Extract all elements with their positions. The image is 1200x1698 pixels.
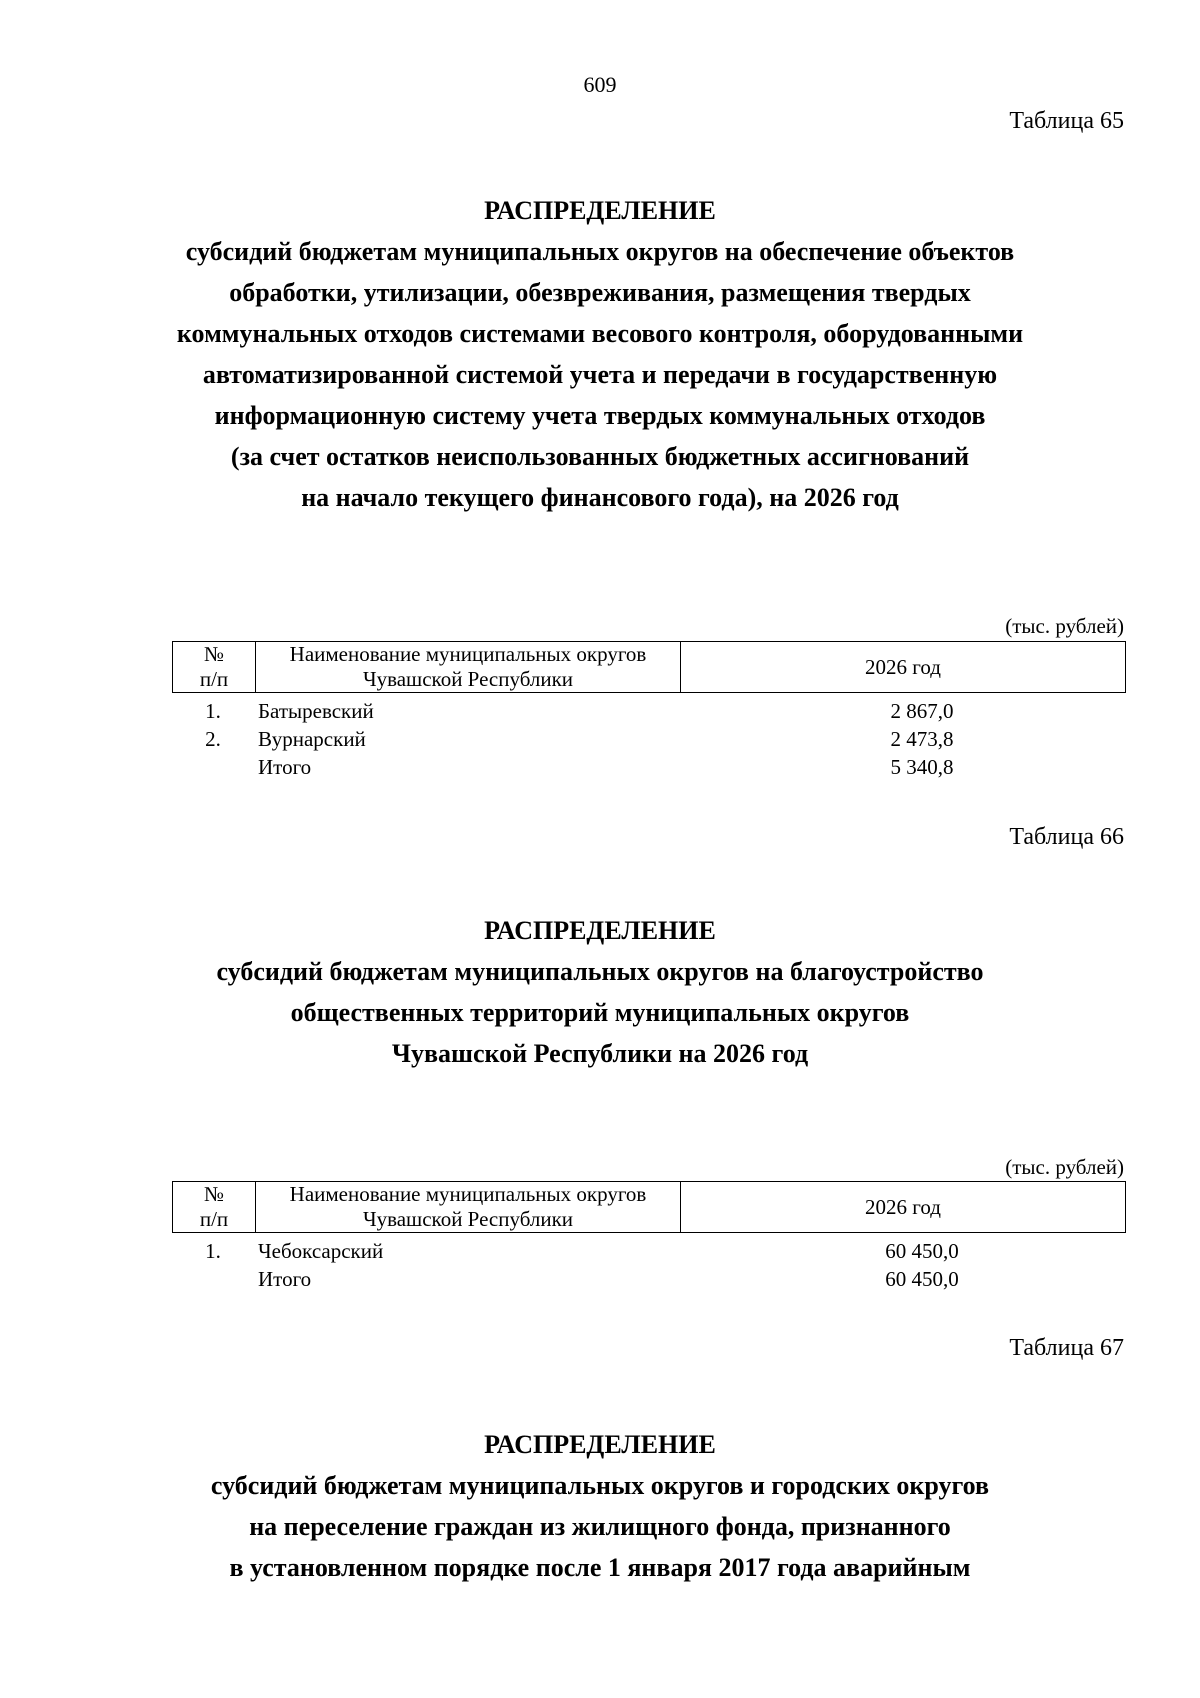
row-num: 1. <box>205 1239 221 1263</box>
header-name-line1: Наименование муниципальных округов <box>289 1182 647 1206</box>
heading-line: общественных территорий муниципальных округов <box>290 998 910 1027</box>
row-value: 5 340,8 <box>890 755 954 779</box>
heading-line: обработки, утилизации, обезвреживания, размещения твердых <box>229 278 971 307</box>
row-num: 1. <box>205 699 221 723</box>
heading-line: на начало текущего финансового года), на 2026 год <box>301 483 899 512</box>
heading-line: в установленном порядке после 1 января 2017 года аварийным <box>229 1553 971 1582</box>
table-row <box>172 697 1126 725</box>
heading-line: субсидий бюджетам муниципальных округов на благоустройство <box>216 957 984 986</box>
header-year: 2026 год <box>681 1182 1126 1233</box>
heading-line: субсидий бюджетам муниципальных округов на обеспечение объектов <box>185 237 1015 266</box>
row-name: Итого <box>258 1267 312 1291</box>
row-num: 2. <box>205 727 221 751</box>
row-name: Вурнарский <box>258 727 366 751</box>
table-65-label: Таблица 65 <box>1009 108 1124 134</box>
table-66-heading <box>120 910 1080 1074</box>
table-67-label: Таблица 67 <box>1009 1335 1124 1361</box>
heading-line: РАСПРЕДЕЛЕНИЕ <box>484 196 716 225</box>
header-num <box>173 1182 256 1233</box>
heading-line: РАСПРЕДЕЛЕНИЕ <box>484 1430 716 1459</box>
header-num <box>173 642 256 693</box>
table-65-header <box>172 641 1126 693</box>
heading-line: коммунальных отходов системами весового контроля, оборудованными <box>176 319 1024 348</box>
header-num-line2: п/п <box>199 1207 229 1231</box>
heading-line: на переселение граждан из жилищного фонда, признанного <box>249 1512 951 1541</box>
table-row <box>172 725 1126 753</box>
table-66-label: Таблица 66 <box>1009 824 1124 850</box>
header-name-line2: Чувашской Республики <box>362 667 574 691</box>
header-name-line2: Чувашской Республики <box>362 1207 574 1231</box>
heading-line: Чувашской Республики на 2026 год <box>391 1039 809 1068</box>
header-num-line1: № <box>203 642 225 666</box>
table-row-total <box>172 1265 1126 1293</box>
heading-line: информационную систему учета твердых коммунальных отходов <box>214 401 986 430</box>
heading-line: автоматизированной системой учета и передачи в государственную <box>202 360 998 389</box>
row-value: 2 867,0 <box>890 699 954 723</box>
row-value: 60 450,0 <box>885 1239 959 1263</box>
header-name <box>256 642 681 693</box>
heading-line: субсидий бюджетам муниципальных округов и городских округов <box>210 1471 990 1500</box>
header-num-line2: п/п <box>199 667 229 691</box>
table-row-total <box>172 753 1126 781</box>
units-label: (тыс. рублей) <box>1005 1155 1124 1179</box>
row-name: Итого <box>258 755 312 779</box>
header-num-line1: № <box>203 1182 225 1206</box>
row-value: 60 450,0 <box>885 1267 959 1291</box>
page-number: 609 <box>583 72 617 97</box>
units-label: (тыс. рублей) <box>1005 614 1124 638</box>
header-name <box>256 1182 681 1233</box>
header-year: 2026 год <box>681 642 1126 693</box>
table-66-header <box>172 1181 1126 1233</box>
row-name: Батыревский <box>258 699 374 723</box>
table-65-heading <box>120 190 1080 518</box>
heading-line: РАСПРЕДЕЛЕНИЕ <box>484 916 716 945</box>
row-value: 2 473,8 <box>890 727 954 751</box>
header-name-line1: Наименование муниципальных округов <box>289 642 647 666</box>
table-67-heading <box>120 1424 1080 1588</box>
table-row <box>172 1237 1126 1265</box>
heading-line: (за счет остатков неиспользованных бюджетных ассигнований <box>230 442 970 471</box>
row-name: Чебоксарский <box>258 1239 384 1263</box>
